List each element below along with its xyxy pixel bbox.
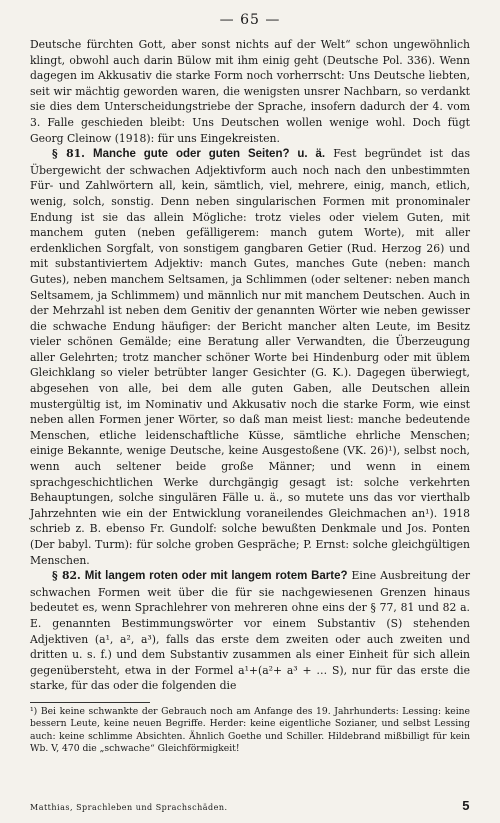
continuation-paragraph: Deutsche fürchten Gott, aber sonst nichts auf der Welt“ schon ungewöhnlich klingt, obwohl auch darin Bülow mit ihm einig geht (Deutsche Pol. 336). Wenn dagegen im Akkusativ die starke Form noch vorherrscht: Uns Deutsche liebten, seit wir mächtig geworden waren, die wenigsten unsrer Nachbarn, so verdankt sie dies dem Unterscheidungstriebe der Sprache, insofern dadurch der 4. vom 3. Falle geschieden bleibt: Uns Deutschen wollen wenige wohl. Doch fügt Georg Cleinow (1918): für uns Eingekreisten. [30, 38, 470, 145]
page-number: — 65 — [219, 12, 281, 28]
section-81-number: § 81. [52, 147, 85, 161]
section-81 [30, 146, 470, 568]
section-82-body: Eine Ausbreitung der schwachen Formen weit über die für sie nachgewiesenen Grenzen hinaus bedeutet es, wenn Sprachlehrer von mehreren ohne eins der § 77, 81 und 82 a. E. genannten Bestimmungswörter vor einem Substantiv (S) stehenden Adjektiven (a¹, a², a³), falls das erste dem zweiten oder auch zweiten und dritten u. s. f.) und dem Substantiv zusammen als einer Einheit für sich allein gegenübersteht, etwa in der Formel a¹+(a²+ a³ + … S), nur für das erste die starke, für das oder die folgenden die [30, 569, 470, 693]
section-81-heading: Manche gute oder guten Seiten? u. ä. [93, 148, 326, 161]
footnote: ¹) Bei keine schwankte der Gebrauch noch am Anfange des 19. Jahrhunderts: Lessing: keine bessern Leute, keine neuen Begriffe. Herder: keine eigentliche Sozianer, und selbst Lessing auch: keine schlimme Absichten. Ähnlich Goethe und Schiller. Hildebrand mißbilligt für kein Wb. V, 470 die „schwache“ Gleichförmigkeit! [30, 705, 470, 755]
section-82 [30, 568, 470, 694]
main-text [30, 37, 470, 694]
footnote-divider [30, 702, 150, 703]
page-footer [30, 798, 470, 813]
section-82-heading: Mit langem roten oder mit langem rotem Barte? [84, 570, 348, 583]
footer-imprint: Matthias, Sprachleben und Sprachschäden. [30, 803, 228, 812]
signature-mark: 5 [462, 798, 470, 813]
section-82-number: § 82. [52, 569, 81, 583]
section-81-body: Fest begründet ist das Übergewicht der schwachen Adjektivform auch noch nach den unbestimmten Für- und Zahlwörtern all, kein, sämtlich, viel, mehrere, einig, manch, etlich, wenig, solch, sonstig. Denn neben singularischen Formen mit pronominaler Endung ist sie das allein Mögliche: trotz vieles oder vielem Guten, mit manchem guten (neben gefälligerem: manch gutem Worte), mit aller erdenklichen Sorgfalt, von sonstigem gangbaren Getier (Rud. Herzog 26) und mit substantiviertem Adjektiv: manch Gutes, manches Gute (neben: manch Gutes), neben manchem Seltsamen, ja Schlimmen (oder seltener: neben manch Seltsamem, ja Schlimmem) und männlich nur mit manchem Deutschen. Auch in der Mehrzahl ist neben dem Genitiv der genannten Wörter wie neben gewisser die schwache Endung häufiger: der Bericht mancher alten Leute, im Besitz vieler schönen Gemälde; eine Beratung aller Verwandten, die Überzeugung aller Gelehrten; trotz mancher schöner Worte bei Hindenburg oder mit üblem Gleichklang so vieler betrübter langer Gesichter (G. K.). Dagegen überwiegt, abgesehen von alle, bei dem alle guten Gaben, alle Deutschen allein mustergültig ist, im Nominativ und Akkusativ noch die starke Form, wie einst neben allen Formen jener Wörter, so daß man meist liest: manche bedeutende Menschen, etliche leidenschaftliche Küsse, sämtliche ehrliche Menschen; einige Bekannte, wenige Deutsche, keine Ausgestoßene (VK. 26)¹), selbst noch, wenn auch seltener beide große Männer; und wenn in einem sprachgeschichtlichen Werke durchgängig gesagt ist: solche verkehrten Behauptungen, solche singulären Fälle u. ä., so mutete uns das vor vierthalb Jahrzehnten wie ein der Entwicklung voraneilendes Gleichmachen an¹). 1918 schrieb z. B. ebenso Fr. Gundolf: solche bewußten Denkmale und Jos. Ponten (Der babyl. Turm): für solche groben Gespräche; P. Ernst: solche gleichgültigen Menschen. [30, 147, 470, 567]
